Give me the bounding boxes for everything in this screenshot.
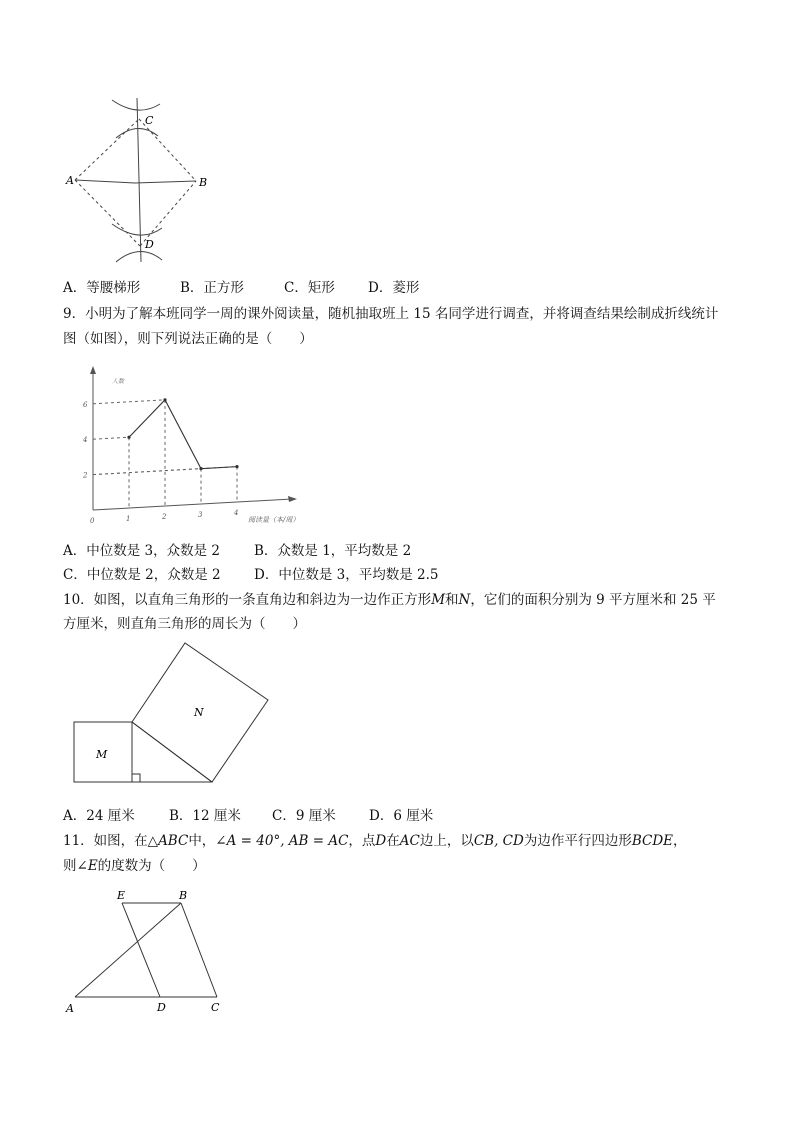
q10-option-d[interactable]: D．6 厘米 xyxy=(369,808,434,824)
q9-option-d[interactable]: D．中位数是 3，平均数是 2.5 xyxy=(254,567,439,583)
q11-point-d: D xyxy=(375,833,387,849)
q11-point-e: E xyxy=(87,858,98,874)
x-tick-4: 4 xyxy=(234,509,239,518)
q11-text-f: 为边作平行四边形 xyxy=(523,833,632,849)
q8-label-d: D xyxy=(145,238,154,251)
q8-label-c: C xyxy=(145,114,154,127)
q9-option-a[interactable]: A．中位数是 3，众数是 2 xyxy=(63,543,221,559)
q10-stem-rest: ，它们的面积分别为 9 平方厘米和 25 平 xyxy=(470,592,716,608)
y-tick-6: 6 xyxy=(83,400,88,409)
q11-text-e: 边上，以 xyxy=(419,833,474,849)
q10-stem-text: 10．如图，以直角三角形的一条直角边和斜边为一边作正方形 xyxy=(63,592,432,608)
q11-triangle-name: ABC xyxy=(158,833,189,849)
x-axis-label: 阅读量（本/周） xyxy=(248,516,300,524)
segment-bc xyxy=(181,903,217,997)
q11-label-a: A xyxy=(66,1002,74,1015)
q8-option-a[interactable]: A．等腰梯形 xyxy=(63,280,141,296)
q11-label-e: E xyxy=(117,889,126,902)
q10-n-symbol: N xyxy=(458,592,471,608)
q10-and-text: 和 xyxy=(445,592,459,608)
q11-text-a: 11．如图，在△ xyxy=(63,833,159,849)
q11-text-g: ， xyxy=(673,833,687,849)
q8-label-b: B xyxy=(199,176,208,189)
q11-angle-expr: A = 40°, AB = AC xyxy=(226,833,349,849)
q10-option-a[interactable]: A．24 厘米 xyxy=(63,808,135,824)
q11-text-h: 则∠ xyxy=(63,858,88,874)
y-tick-2: 2 xyxy=(83,471,88,480)
q11-text-d: 在 xyxy=(386,833,400,849)
q11-label-c: C xyxy=(211,1001,220,1014)
q11-side-ac: AC xyxy=(399,833,420,849)
q11-text-c: ，点 xyxy=(348,833,376,849)
q10-option-c[interactable]: C．9 厘米 xyxy=(272,808,336,824)
q11-label-b: B xyxy=(179,889,188,902)
x-tick-3: 3 xyxy=(198,511,203,520)
q10-label-m: M xyxy=(96,748,108,761)
q9-stem-line2: 图（如图），则下列说法正确的是（ ） xyxy=(63,331,313,347)
q10-label-n: N xyxy=(194,706,204,719)
x-tick-1: 1 xyxy=(126,515,131,524)
x-tick-2: 2 xyxy=(162,513,167,522)
q8-label-a: A xyxy=(66,174,74,187)
q9-option-c[interactable]: C．中位数是 2，众数是 2 xyxy=(63,567,221,583)
q9-option-b[interactable]: B．众数是 1，平均数是 2 xyxy=(254,543,412,559)
q10-stem-line2: 方厘米，则直角三角形的周长为（ ） xyxy=(63,616,306,632)
q8-option-b[interactable]: B．正方形 xyxy=(180,280,244,296)
q10-m-symbol: M xyxy=(431,592,446,608)
q9-stem-line1: 9．小明为了解本班同学一周的课外阅读量，随机抽取班上 15 名同学进行调查，并将调查结果绘制成折线统计 xyxy=(63,306,719,322)
q11-sides: CB, CD xyxy=(473,833,524,849)
q10-option-b[interactable]: B．12 厘米 xyxy=(169,808,241,824)
y-tick-4: 4 xyxy=(83,436,88,445)
q11-text-b: 中，∠ xyxy=(188,833,227,849)
q11-parallelogram: BCDE xyxy=(631,833,674,849)
q11-text-i: 的度数为（ ） xyxy=(97,858,206,874)
x-tick-0: 0 xyxy=(90,517,95,525)
y-axis-label: 人数 xyxy=(112,378,125,385)
q8-option-c[interactable]: C．矩形 xyxy=(284,280,335,296)
q11-label-d: D xyxy=(157,1001,166,1014)
q8-option-d[interactable]: D．菱形 xyxy=(368,280,420,296)
